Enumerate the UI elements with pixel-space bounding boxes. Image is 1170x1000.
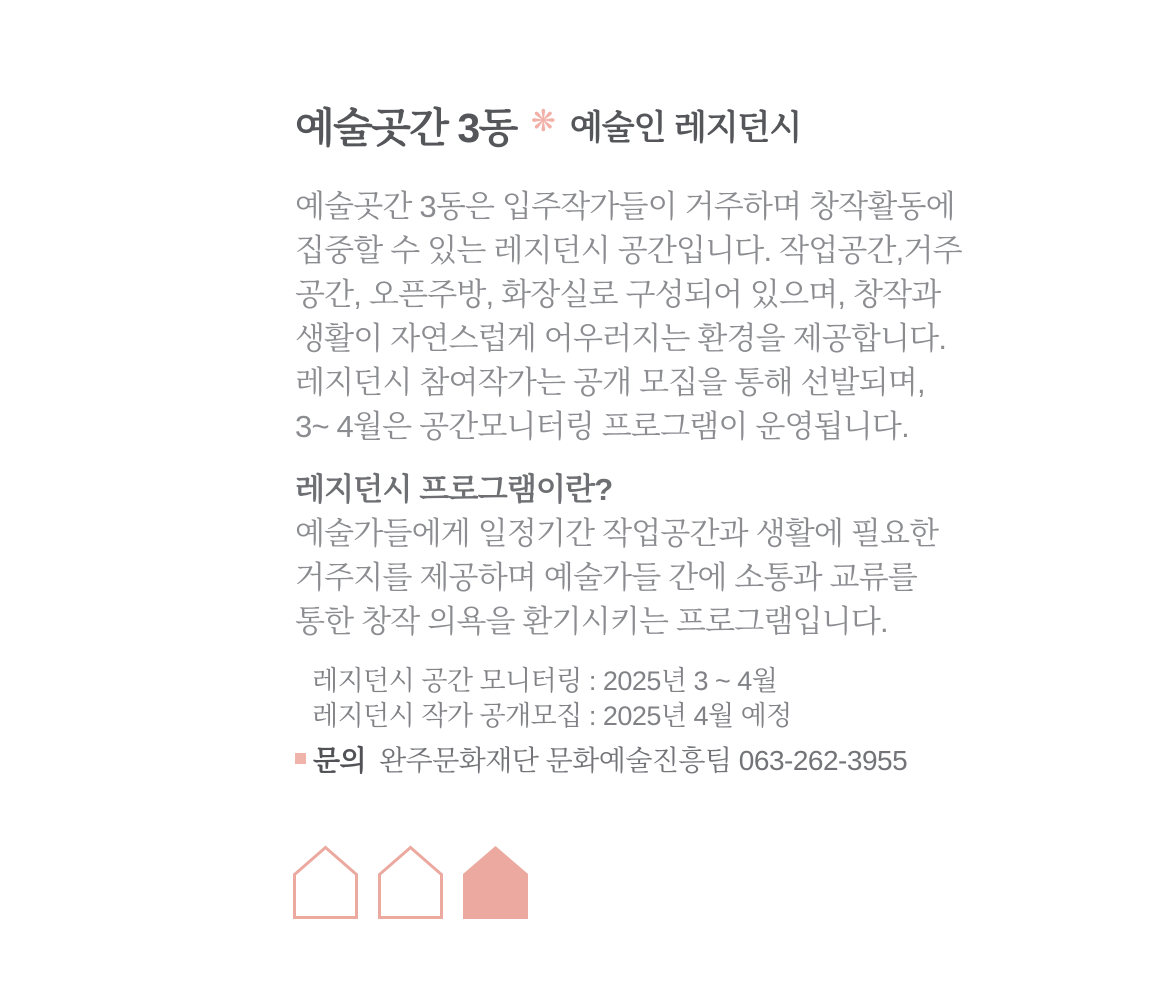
residency-line: 통한 창작 의욕을 환기시키는 프로그램입니다.: [295, 604, 888, 639]
residency-section: [295, 468, 939, 644]
bullet-square-icon: [295, 753, 306, 764]
contact-line: [295, 743, 908, 779]
intro-line: 레지던시 참여작가는 공개 모집을 통해 선발되며,: [295, 365, 925, 400]
page-title: [295, 100, 905, 151]
intro-line: 예술곳간 3동은 입주작가들이 거주하며 창작활동에: [295, 189, 955, 224]
intro-line: 생활이 자연스럽게 어우러지는 환경을 제공합니다.: [295, 321, 947, 356]
intro-line: 3~ 4월은 공간모니터링 프로그램이 운영됩니다.: [295, 409, 909, 444]
house-filled-icon-3: [462, 845, 529, 920]
section-heading: 레지던시 프로그램이란?: [295, 472, 613, 507]
building-house-icons: [292, 845, 905, 920]
schedule-item: 레지던시 작가 공개모집 : 2025년 4월 예정: [312, 701, 792, 731]
house-outline-shape: [380, 848, 442, 918]
residency-line: 거주지를 제공하며 예술가들 간에 소통과 교류를: [295, 560, 917, 595]
flower-asterisk-icon: ❋: [530, 105, 556, 138]
house-outline-icon-1: [292, 845, 359, 920]
house-outline-shape: [295, 848, 357, 918]
contact-text: 완주문화재단 문화예술진흥팀 063-262-3955: [379, 745, 908, 776]
house-outline-icon-2: [377, 845, 444, 920]
content-column: [295, 100, 962, 920]
residency-line: 예술가들에게 일정기간 작업공간과 생활에 필요한: [295, 516, 939, 551]
intro-paragraph: [295, 185, 962, 449]
schedule-item: 레지던시 공간 모니터링 : 2025년 3 ~ 4월: [312, 666, 778, 696]
title-main: 예술곳간 3동: [295, 104, 517, 151]
intro-line: 집중할 수 있는 레지던시 공간입니다. 작업공간,거주: [295, 233, 962, 268]
house-filled-shape: [463, 846, 528, 919]
intro-line: 공간, 오픈주방, 화장실로 구성되어 있으며, 창작과: [295, 277, 941, 312]
contact-label: 문의: [313, 745, 367, 776]
schedule-list: [295, 664, 905, 734]
title-subtitle: 예술인 레지던시: [569, 108, 802, 147]
